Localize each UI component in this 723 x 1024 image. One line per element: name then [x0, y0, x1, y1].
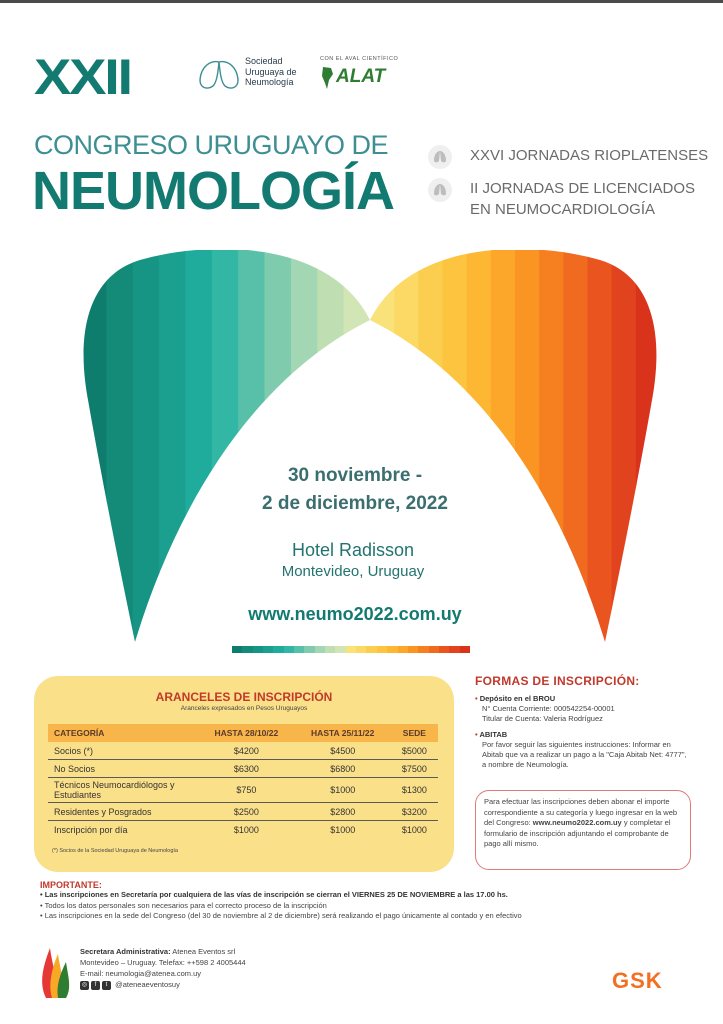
right-lung-stripe [588, 250, 613, 645]
social-handle: @ateneaeventosuy [115, 980, 180, 989]
gsk-logo: GSK [612, 968, 663, 993]
left-lung-stripe [212, 250, 239, 645]
left-lung-stripe [291, 250, 318, 645]
congress-title: NEUMOLOGÍA [32, 161, 394, 221]
left-lung-stripe [185, 250, 212, 645]
congress-website-link[interactable]: www.neumo2022.com.uy [532, 818, 622, 827]
color-bar-segment [263, 646, 273, 653]
right-lung-stripe [612, 250, 637, 645]
atenea-flame-logo-icon [40, 944, 72, 1000]
lung-icon [428, 178, 452, 202]
event-venue: Hotel Radisson Montevideo, Uruguay [281, 540, 425, 580]
left-lung-stripe [106, 250, 133, 645]
right-lung-stripe [370, 250, 395, 645]
color-bar-segment [325, 646, 335, 653]
left-lung-stripe [344, 250, 371, 645]
fees-title: ARANCELES DE INSCRIPCIÓN [155, 690, 333, 704]
color-bar-segment [366, 646, 376, 653]
fees-footnote: (*) Socios de la Sociedad Uruguaya de Neumología [52, 848, 178, 854]
left-lung-stripe [238, 250, 265, 645]
striped-lungs-artwork [80, 250, 660, 645]
right-lung-stripe [539, 250, 564, 645]
color-bar-segment [460, 646, 470, 653]
congress-subtitle: CONGRESO URUGUAYO DE [34, 130, 389, 160]
secretariat-email[interactable]: E-mail: neumologia@atenea.com.uy [80, 969, 202, 978]
color-bar-segment [253, 646, 263, 653]
table-row: Inscripción por día $1000 $1000 $1000 [54, 824, 427, 835]
table-row: No Socios $6300 $6800 $7500 [48, 760, 438, 778]
sociedad-name: Sociedad Uruguaya de Neumología [245, 56, 297, 87]
lungs-outline-icon [197, 58, 241, 92]
left-lung-stripe [80, 250, 107, 645]
color-bar-segment [387, 646, 397, 653]
color-bar-segment [408, 646, 418, 653]
color-bar-strip [232, 640, 470, 647]
table-row: Socios (*) $4200 $4500 $5000 [48, 742, 438, 760]
right-lung-stripe [515, 250, 540, 645]
abitab-payment: • ABITAB Por favor seguir las siguientes instrucciones: Informar en Abitab que va a realizar un pago a la "Caja Abitab Net: 4777", a nombre de Neumología. [475, 730, 687, 769]
alat-logo: CON EL AVAL CIENTÍFICO ALAT [320, 56, 410, 96]
left-lung-stripe [317, 250, 344, 645]
fees-subtitle: Aranceles expresados en Pesos Uruguayos [180, 705, 308, 712]
registration-info-box: Para efectuar las inscripciones deben abonar el importe correspondiente a su categoría y luego ingresar en la web del Congreso: www.neumo2022.com.uy y completar el formulario de inscripción adjuntando el comprobante de pago allí mismo. [475, 790, 691, 870]
color-bar-segment [304, 646, 314, 653]
facebook-icon[interactable]: f [91, 981, 100, 990]
registration-methods-title: FORMAS DE INSCRIPCIÓN: [475, 674, 640, 688]
instagram-icon[interactable]: ◎ [81, 981, 88, 988]
twitter-icon[interactable]: t [102, 981, 111, 990]
color-bar-segment [284, 646, 294, 653]
left-lung-stripe [159, 250, 186, 645]
color-bar-segment [439, 646, 449, 653]
left-lung-stripe [265, 250, 292, 645]
color-bar-segment [449, 646, 459, 653]
color-bar-segment [356, 646, 366, 653]
table-row: Residentes y Posgrados $2500 $2800 $3200 [48, 803, 438, 821]
bullet-icon: • [475, 730, 480, 739]
right-lung-stripe [443, 250, 468, 645]
brou-deposit: • Depósito en el BROU N° Cuenta Corriente: 000542254-00001 Titular de Cuenta: Valeria Rodríguez [475, 694, 615, 723]
color-bar-segment [242, 646, 252, 653]
event-dates: 30 noviembre - 2 de diciembre, 2022 [262, 465, 448, 514]
fees-panel [34, 676, 454, 872]
sociedad-logo [197, 56, 312, 96]
registration-methods [475, 674, 695, 770]
color-bar-segment [346, 646, 356, 653]
right-lung-stripe [491, 250, 516, 645]
color-bar-segment [377, 646, 387, 653]
right-lung-stripe [394, 250, 419, 645]
right-lung-stripe [418, 250, 443, 645]
lung-icon [428, 145, 452, 169]
color-bar-segment [232, 646, 242, 653]
left-lung-stripe [133, 250, 160, 645]
color-bar-segment [398, 646, 408, 653]
event-website-link[interactable]: www.neumo2022.com.uy [248, 604, 462, 624]
fees-table [48, 724, 438, 838]
right-lung-stripe [467, 250, 492, 645]
congress-poster: XXII Sociedad Uruguaya de Neumología CON EL AVAL CIENTÍFICO ALAT CONGRESO URUGUAYO DE NEUMOLOGÍA XXVI JORNADAS RIOPLATENSES II JORNADAS DE LICENCIADOS EN NEUMOCARDIOLOGÍA 30 noviembre - 2 de diciembre, 2022 Hotel Radisson Montevideo, Uruguay www.neumo2022.com.uy ARANCELES DE INSCRIPCIÓN Aranceles expresados en Pesos Uruguayos CATEGORÍA HASTA 28/10/22 HASTA 25/11/22 SEDE Socios (*) $4200 $4500 $5000 No Socios $6300 $6800 $7500 Técnicos Neumocardiólogos y Estudiantes $750 $1000 $1300 Residentes y Posgrados $2500 $2800 $3200 Inscripción por día $1000 $1000 $1000 (*) Socios de la Sociedad Uruguaya de Neumología FORMAS DE INSCRIPCIÓN: • Depósito en el BROU N° Cuenta Corriente: 000542254-00001 Titular de Cuenta: Valeria Rodríguez • ABITAB Por favor seguir las siguientes instrucciones: Informar en Abitab que va a realizar un pago a la "Caja Abitab Net: 4777", a nombre de Neumología. Para efectuar las inscripciones deben abonar el importe correspondiente a su categoría y luego ingresar en la web del Congreso: www.neumo2022.com.uy y completar el formulario de inscripción adjuntando el comprobante de pago allí mismo. IMPORTANTE: • Las inscripciones en Secretaría por cualquiera de las vías de inscripción se cierran el VIERNES 25 DE NOVIEMBRE a las 17.00 hs. • Todos los datos personales son necesarios para el correcto proceso de la inscripción • Las inscripciones en la sede del Congreso (del 30 de noviembre al 2 de diciembre) será realizando el pago únicamente al contado y en efectivo Secretara Administrativa: Atenea Eventos srl Montevideo – Uruguay. Telefax: ++598 2 4005444 E-mail: neumologia@atenea.com.uy ◎ f t @ateneaeventosuy GSK [0, 0, 723, 1024]
edition-number: XXII [34, 49, 131, 105]
secretariat-info: Secretara Administrativa: Atenea Eventos srl Montevideo – Uruguay. Telefax: ++598 2 4005444 E-mail: neumologia@atenea.com.uy ◎ f t @ateneaeventosuy [40, 944, 340, 1004]
important-notice: IMPORTANTE: • Las inscripciones en Secretaría por cualquiera de las vías de inscripción se cierran el VIERNES 25 DE NOVIEMBRE a las 17.00 hs. • Todos los datos personales son necesarios para el correcto proceso de la inscripción • Las inscripciones en la sede del Congreso (del 30 de noviembre al 2 de diciembre) será realizando el pago únicamente al contado y en efectivo [40, 880, 522, 920]
right-lung-stripe [563, 250, 588, 645]
color-bar-segment [418, 646, 428, 653]
color-bar-segment [335, 646, 345, 653]
fees-header-row: CATEGORÍA HASTA 28/10/22 HASTA 25/11/22 SEDE [48, 724, 438, 742]
color-bar-segment [429, 646, 439, 653]
color-bar-segment [294, 646, 304, 653]
south-america-icon [320, 66, 334, 90]
right-lung-stripe [636, 250, 660, 645]
bullet-icon: • [475, 694, 480, 703]
top-border [0, 0, 723, 3]
color-bar-segment [315, 646, 325, 653]
table-row: Técnicos Neumocardiólogos y Estudiantes $750 $1000 $1300 [48, 778, 438, 803]
color-bar-segment [273, 646, 283, 653]
